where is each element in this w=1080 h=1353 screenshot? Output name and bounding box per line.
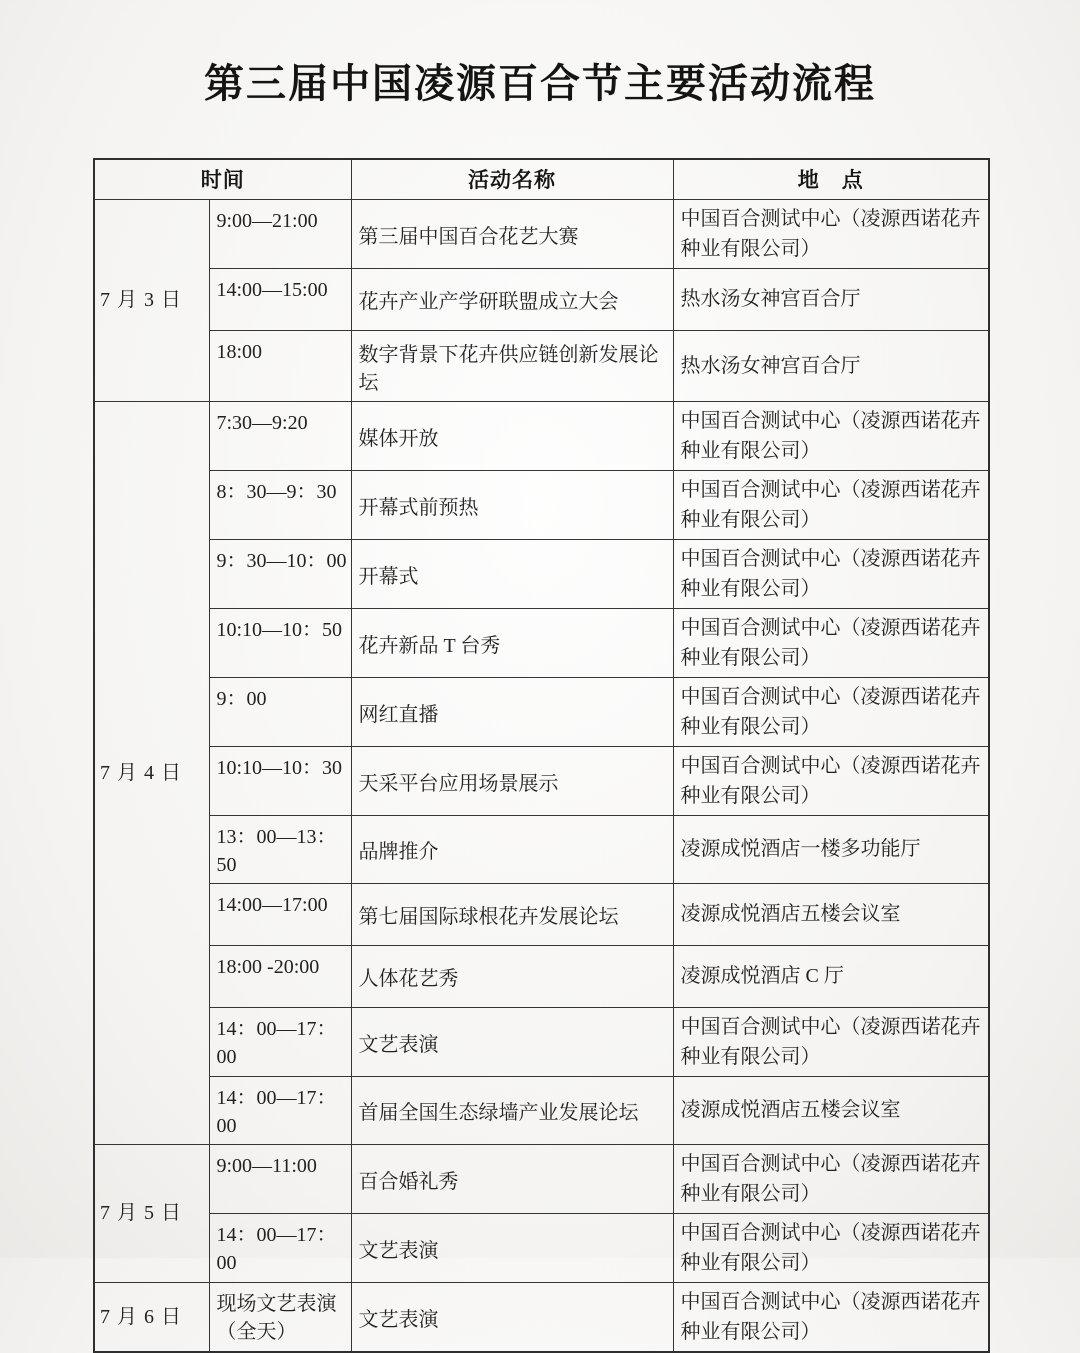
activity-cell: 开幕式前预热 xyxy=(351,470,673,539)
schedule-row xyxy=(94,330,989,401)
schedule-row xyxy=(94,401,989,470)
location-cell: 中国百合测试中心（凌源西诺花卉种业有限公司） xyxy=(673,1007,989,1076)
location-cell: 凌源成悦酒店一楼多功能厅 xyxy=(673,815,989,883)
time-cell: 10:10—10：30 xyxy=(209,746,351,815)
schedule-row xyxy=(94,268,989,330)
schedule-row xyxy=(94,608,989,677)
location-cell: 中国百合测试中心（凌源西诺花卉种业有限公司） xyxy=(673,746,989,815)
schedule-row xyxy=(94,815,989,883)
schedule-table-body xyxy=(94,199,989,1352)
activity-cell: 媒体开放 xyxy=(351,401,673,470)
header-row xyxy=(94,159,989,199)
schedule-table xyxy=(93,158,990,1353)
activity-cell: 文艺表演 xyxy=(351,1007,673,1076)
time-cell: 9:00—21:00 xyxy=(209,199,351,268)
activity-cell: 第三届中国百合花艺大赛 xyxy=(351,199,673,268)
time-cell: 9:00—11:00 xyxy=(209,1144,351,1213)
time-cell: 10:10—10：50 xyxy=(209,608,351,677)
schedule-row xyxy=(94,1144,989,1213)
time-cell: 18:00 xyxy=(209,330,351,401)
activity-cell: 第七届国际球根花卉发展论坛 xyxy=(351,883,673,945)
location-cell: 热水汤女神宫百合厅 xyxy=(673,268,989,330)
schedule-row xyxy=(94,470,989,539)
page-title: 第三届中国凌源百合节主要活动流程 xyxy=(204,62,876,106)
time-cell: 8：30—9：30 xyxy=(209,470,351,539)
activity-cell: 百合婚礼秀 xyxy=(351,1144,673,1213)
location-cell: 中国百合测试中心（凌源西诺花卉种业有限公司） xyxy=(673,1282,989,1352)
schedule-row xyxy=(94,1282,989,1352)
time-cell: 14:00—17:00 xyxy=(209,883,351,945)
header-time: 时间 xyxy=(94,159,351,199)
schedule-row xyxy=(94,746,989,815)
time-cell: 18:00 -20:00 xyxy=(209,945,351,1007)
schedule-row xyxy=(94,539,989,608)
activity-cell: 花卉产业产学研联盟成立大会 xyxy=(351,268,673,330)
location-cell: 凌源成悦酒店五楼会议室 xyxy=(673,1076,989,1144)
schedule-row xyxy=(94,1076,989,1144)
time-cell: 现场文艺表演 （全天） xyxy=(209,1282,351,1352)
location-cell: 中国百合测试中心（凌源西诺花卉种业有限公司） xyxy=(673,199,989,268)
schedule-row xyxy=(94,677,989,746)
location-cell: 热水汤女神宫百合厅 xyxy=(673,330,989,401)
location-cell: 中国百合测试中心（凌源西诺花卉种业有限公司） xyxy=(673,608,989,677)
schedule-row xyxy=(94,1213,989,1282)
date-cell: 7 月 4 日 xyxy=(94,401,209,1144)
time-cell: 9：30—10：00 xyxy=(209,539,351,608)
header-activity: 活动名称 xyxy=(351,159,673,199)
location-cell: 中国百合测试中心（凌源西诺花卉种业有限公司） xyxy=(673,470,989,539)
location-cell: 凌源成悦酒店 C 厅 xyxy=(673,945,989,1007)
location-cell: 中国百合测试中心（凌源西诺花卉种业有限公司） xyxy=(673,677,989,746)
time-cell: 14：00—17：00 xyxy=(209,1213,351,1282)
activity-cell: 首届全国生态绿墙产业发展论坛 xyxy=(351,1076,673,1144)
header-location: 地 点 xyxy=(673,159,989,199)
time-cell: 7:30—9:20 xyxy=(209,401,351,470)
time-cell: 13：00—13：50 xyxy=(209,815,351,883)
schedule-row xyxy=(94,1007,989,1076)
location-cell: 凌源成悦酒店五楼会议室 xyxy=(673,883,989,945)
schedule-row xyxy=(94,199,989,268)
date-cell: 7 月 5 日 xyxy=(94,1144,209,1282)
activity-cell: 天采平台应用场景展示 xyxy=(351,746,673,815)
activity-cell: 开幕式 xyxy=(351,539,673,608)
time-cell: 14:00—15:00 xyxy=(209,268,351,330)
activity-cell: 文艺表演 xyxy=(351,1213,673,1282)
activity-cell: 文艺表演 xyxy=(351,1282,673,1352)
schedule-row xyxy=(94,883,989,945)
schedule-row xyxy=(94,945,989,1007)
activity-cell: 网红直播 xyxy=(351,677,673,746)
location-cell: 中国百合测试中心（凌源西诺花卉种业有限公司） xyxy=(673,401,989,470)
activity-cell: 数字背景下花卉供应链创新发展论坛 xyxy=(351,330,673,401)
activity-cell: 花卉新品 T 台秀 xyxy=(351,608,673,677)
date-cell: 7 月 3 日 xyxy=(94,199,209,401)
activity-cell: 品牌推介 xyxy=(351,815,673,883)
date-cell: 7 月 6 日 xyxy=(94,1282,209,1352)
location-cell: 中国百合测试中心（凌源西诺花卉种业有限公司） xyxy=(673,1213,989,1282)
location-cell: 中国百合测试中心（凌源西诺花卉种业有限公司） xyxy=(673,1144,989,1213)
location-cell: 中国百合测试中心（凌源西诺花卉种业有限公司） xyxy=(673,539,989,608)
time-cell: 14：00—17：00 xyxy=(209,1076,351,1144)
time-cell: 14：00—17：00 xyxy=(209,1007,351,1076)
activity-cell: 人体花艺秀 xyxy=(351,945,673,1007)
time-cell: 9：00 xyxy=(209,677,351,746)
schedule-table-header xyxy=(94,159,989,199)
